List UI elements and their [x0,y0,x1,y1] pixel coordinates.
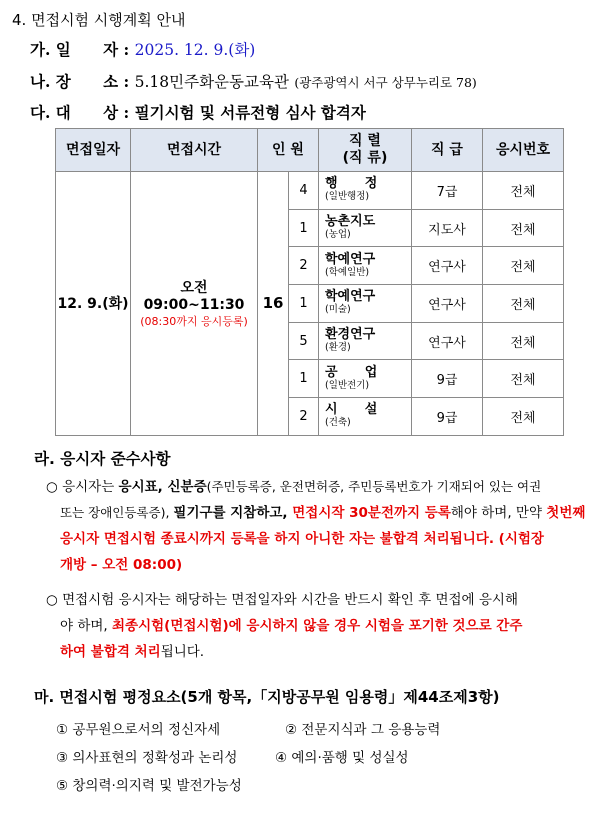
cell-number: 전체 [483,322,564,360]
info-place-note: (광주광역시 서구 상무누리로 78) [294,75,477,90]
cell-series [319,398,412,436]
eval-item: ④ 예의·품행 및 성실성 [275,750,409,766]
rule-text: 됩니다. [160,644,205,660]
eval-item: ② 전문지식과 그 응용능력 [285,722,441,738]
cell-number: 전체 [483,360,564,398]
rule-2-line [46,613,576,639]
info-target-key: 다. 대 상 : [30,103,130,122]
info-place-value: 5.18민주화운동교육관 [134,73,289,91]
series-name: 공 업 [325,364,378,380]
series-name: 학예연구 [325,251,376,267]
series-name: 농촌지도 [325,214,376,230]
rule-text: 최종시험(면접시험)에 응시하지 않을 경우 시험을 포기한 것으로 간주 [112,618,523,634]
table-header-row [56,129,564,172]
rule-text: 응시표, 신분증 [118,479,207,495]
cell-count: 2 [289,398,319,436]
rule-1-line [46,500,586,526]
cell-count: 1 [289,360,319,398]
section-heading: 4. 면접시험 시행계획 안내 [12,11,186,29]
cell-number: 전체 [483,398,564,436]
cell-count: 5 [289,322,319,360]
rule-text: 또는 장애인등록증), [60,505,174,520]
time-note: (08:30까지 응시등록) [140,315,248,329]
series-sub: (일반행정) [325,191,370,203]
header-time: 면접시간 [131,129,258,172]
series-name: 시 설 [325,402,378,418]
info-target-value: 필기시험 및 서류전형 심사 합격자 [134,103,366,122]
cell-series [319,247,412,285]
eval-title: 마. 면접시험 평정요소(5개 항목,「지방공무원 임용령」제44조제3항) [34,688,500,706]
header-date: 면접일자 [56,129,131,172]
info-target [30,101,366,123]
rules-title: 라. 응시자 준수사항 [34,450,171,468]
rule-text: 야 하며, [60,618,112,634]
rule-text: 첫번째 [546,505,586,521]
rule-2-line [46,639,576,665]
series-sub: (건축) [325,417,351,429]
cell-series [319,172,412,210]
info-date-value: 2025. 12. 9.(화) [134,41,256,59]
cell-count: 1 [289,209,319,247]
cell-number: 전체 [483,172,564,210]
cell-grade: 지도사 [412,209,483,247]
cell-grade: 9급 [412,360,483,398]
cell-grade: 연구사 [412,247,483,285]
cell-series [319,322,412,360]
cell-series [319,360,412,398]
cell-grade: 9급 [412,398,483,436]
cell-count: 1 [289,285,319,323]
table-row [56,172,564,210]
series-name: 행 정 [325,176,378,192]
series-sub: (미술) [325,304,351,316]
rule-text: 필기구를 지참하고, [173,505,293,521]
cell-grade: 7급 [412,172,483,210]
cell-count: 4 [289,172,319,210]
cell-grade: 연구사 [412,322,483,360]
rule-text: 해야 하며, 만약 [450,505,547,521]
interview-schedule-table [55,128,564,436]
cell-total: 16 [258,172,289,436]
series-sub: (일반전기) [325,379,370,391]
rule-text: 면접시작 30분전까지 등록 [292,505,451,521]
info-date [30,38,255,60]
rule-1 [46,474,586,578]
series-name: 학예연구 [325,289,376,305]
header-grade: 직 급 [412,129,483,172]
header-number: 응시번호 [483,129,564,172]
cell-series [319,209,412,247]
eval-item: ③ 의사표현의 정확성과 논리성 [56,750,238,766]
rule-text: ○ 응시자는 [46,479,119,495]
rule-1-line [46,474,576,500]
series-sub: (농업) [325,229,351,241]
cell-grade: 연구사 [412,285,483,323]
header-count: 인 원 [258,129,319,172]
info-place [30,70,477,92]
eval-item: ⑤ 창의력·의지력 및 발전가능성 [56,778,242,794]
rule-2-line: ○ 면접시험 응시자는 해당하는 면접일자와 시간을 반드시 확인 후 면접에 응시해 [46,592,519,608]
rule-1-line: 개방 – 오전 08:00) [60,557,183,573]
rule-text: 하여 불합격 처리 [60,644,161,660]
cell-series [319,285,412,323]
series-sub: (환경) [325,342,351,354]
time-text: 오전 09:00~11:30 [143,280,245,314]
cell-number: 전체 [483,247,564,285]
rule-text: (주민등록증, 운전면허증, 주민등록번호가 기재되어 있는 여권 [206,479,542,494]
cell-time [131,172,258,436]
cell-number: 전체 [483,285,564,323]
info-place-key: 나. 장 소 : [30,72,130,91]
cell-number: 전체 [483,209,564,247]
rule-1-line: 응시자 면접시험 종료시까지 등록을 하지 아니한 자는 불합격 처리됩니다. (시험장 [60,531,544,547]
series-name: 환경연구 [325,327,376,343]
rule-2 [46,587,576,665]
cell-count: 2 [289,247,319,285]
eval-item: ① 공무원으로서의 정신자세 [56,722,221,738]
header-series: 직 렬 (직 류) [319,129,412,172]
series-sub: (학예일반) [325,266,370,278]
info-date-key: 가. 일 자 : [30,40,130,59]
cell-date: 12. 9.(화) [56,172,131,436]
